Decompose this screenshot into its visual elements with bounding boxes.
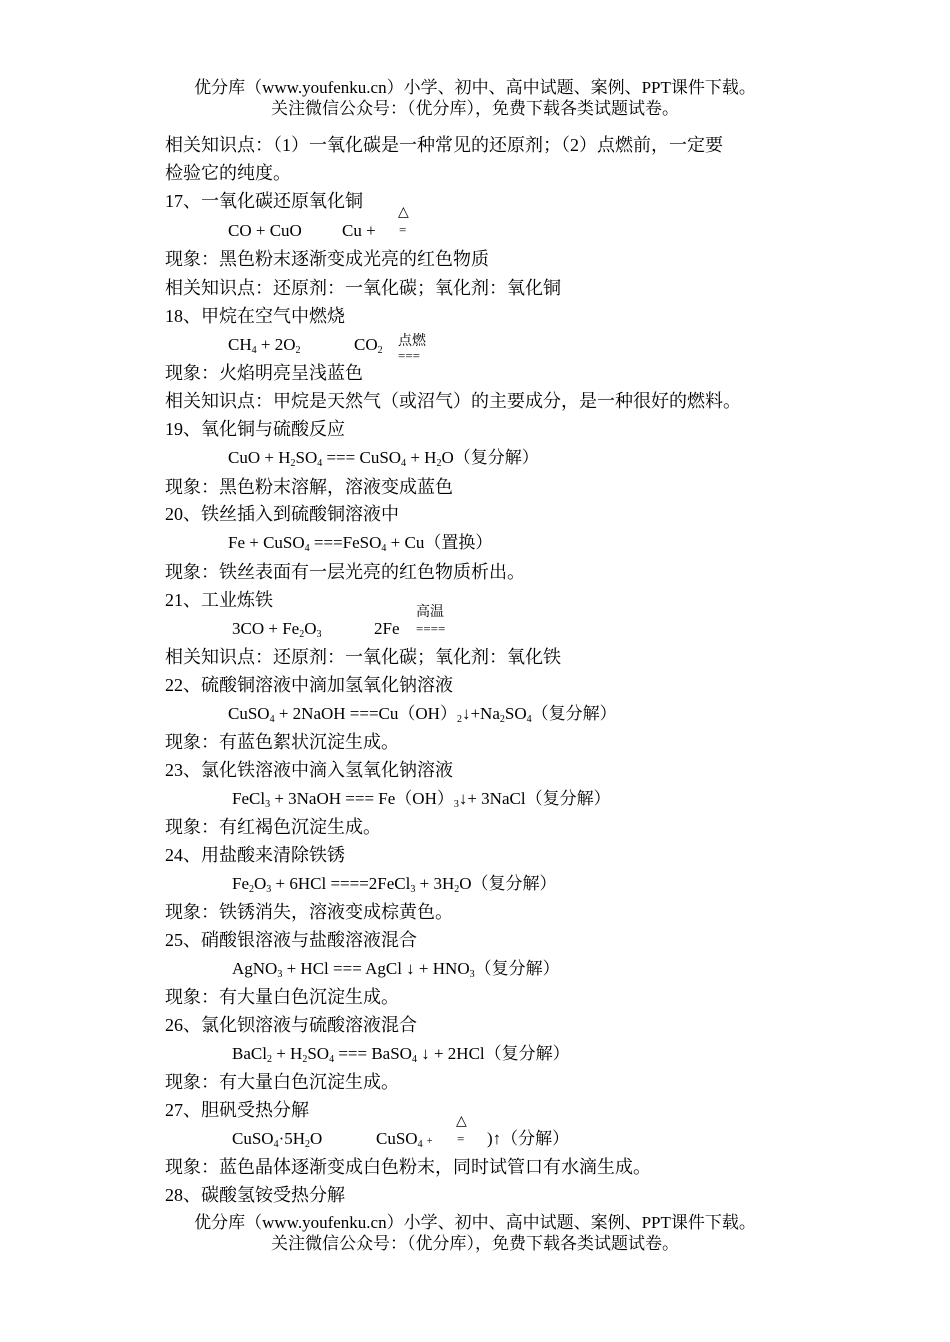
item-25-equation: AgNO$_3$ + HCl === AgCl ↓ + $HNO_3$（复分解） — [232, 959, 560, 980]
item-19-title: 19、氧化铜与硫酸反应 — [165, 419, 345, 439]
item-26-phenomenon: 现象：有大量白色沉淀生成。 — [165, 1072, 399, 1092]
item-22-equation: CuSO$_4$ + 2NaOH $===Cu(OH)_2↓+Na_2SO_4$（复分解） — [228, 704, 617, 725]
item-25-title: 25、硝酸银溶液与盐酸溶液混合 — [165, 930, 417, 950]
item-20-phenomenon: 现象：铁丝表面有一层光亮的红色物质析出。 — [165, 562, 525, 582]
item-28-title: 28、碳酸氢铵受热分解 — [165, 1185, 345, 1205]
header-line-2: 关注微信公众号：（优分库），免费下载各类试题试卷。 — [271, 99, 679, 118]
item-21-condition: 高温 — [416, 605, 444, 620]
item-18-knowledge: 相关知识点：甲烷是天然气（或沼气）的主要成分，是一种很好的燃料。 — [165, 391, 741, 411]
item-23-equation: FeCl$_3$ + 3NaOH === $Fe(OH)_3↓+$ 3NaCl（复分解） — [232, 789, 611, 810]
item-21-eq-right: 2Fe — [374, 619, 400, 638]
item-22-phenomenon: 现象：有蓝色絮状沉淀生成。 — [165, 732, 399, 752]
item-18-phenomenon: 现象：火焰明亮呈浅蓝色 — [165, 363, 363, 383]
item-27-title: 27、胆矾受热分解 — [165, 1100, 309, 1120]
item-19-equation: CuO + $H_2SO_4$ === CuSO$_4$ + $H_2O$（复分解） — [228, 448, 539, 469]
footer-line-2: 关注微信公众号：（优分库），免费下载各类试题试卷。 — [271, 1234, 679, 1253]
item-20-title: 20、铁丝插入到硫酸铜溶液中 — [165, 504, 399, 524]
item-27-condition: △ — [456, 1114, 467, 1129]
item-21-equals-bar: ==== — [416, 621, 446, 636]
item-17-eq-right: Cu + — [342, 221, 376, 240]
item-21-title: 21、工业炼铁 — [165, 590, 273, 610]
footer-line-1: 优分库（www.youfenku.cn）小学、初中、高中试题、案例、PPT课件下载。 — [194, 1213, 756, 1232]
item-27-eq-left: $CuSO_4\cdot 5H_2O$ — [232, 1129, 323, 1150]
item-17-knowledge: 相关知识点：还原剂：一氧化碳；氧化剂：氧化铜 — [165, 278, 561, 298]
item-17-phenomenon: 现象：黑色粉末逐渐变成光亮的红色物质 — [165, 249, 489, 269]
item-18-eq-right: $CO_2$ — [354, 335, 383, 356]
item-25-phenomenon: 现象：有大量白色沉淀生成。 — [165, 987, 399, 1007]
item-18-eq-left: $CH_4 + 2O_2$ — [228, 335, 301, 356]
header-line-1: 优分库（www.youfenku.cn）小学、初中、高中试题、案例、PPT课件下载。 — [194, 78, 756, 97]
item-24-phenomenon: 现象：铁锈消失，溶液变成棕黄色。 — [165, 902, 453, 922]
item-27-phenomenon: 现象：蓝色晶体逐渐变成白色粉末，同时试管口有水滴生成。 — [165, 1157, 651, 1177]
item-23-title: 23、氯化铁溶液中滴入氢氧化钠溶液 — [165, 760, 453, 780]
item-27-eq-right: CuSO$_4$ + — [376, 1129, 433, 1150]
item-21-eq-left: $3CO + Fe_2O_3$ — [232, 619, 322, 640]
item-26-title: 26、氯化钡溶液与硫酸溶液混合 — [165, 1015, 417, 1035]
item-21-knowledge: 相关知识点：还原剂：一氧化碳；氧化剂：氧化铁 — [165, 647, 561, 667]
item-17-title: 17、一氧化碳还原氧化铜 — [165, 191, 363, 211]
item-24-equation: $Fe_2O_3 + 6HCl$ ====2FeCl$_3$ + $3H_2O$（复分解） — [232, 874, 557, 895]
item-18-title: 18、甲烷在空气中燃烧 — [165, 306, 345, 326]
item-23-phenomenon: 现象：有红褐色沉淀生成。 — [165, 817, 381, 837]
item-22-title: 22、硫酸铜溶液中滴加氢氧化钠溶液 — [165, 675, 453, 695]
intro-line-2: 检验它的纯度。 — [165, 163, 291, 183]
item-18-condition: 点燃 — [398, 334, 426, 349]
item-27-eq-end: )↑（分解） — [487, 1129, 570, 1148]
item-26-equation: BaCl$_2$ + $H_2SO_4$ === BaSO$_4$ ↓ + 2HCl（复分解） — [232, 1044, 570, 1065]
item-20-equation: Fe + CuSO$_4$ ===FeSO$_4$ + Cu（置换） — [228, 533, 493, 554]
item-17-equals-bar: = — [399, 222, 407, 237]
item-24-title: 24、用盐酸来清除铁锈 — [165, 845, 345, 865]
item-17-condition: △ — [398, 205, 409, 220]
intro-line-1: 相关知识点：（1）一氧化碳是一种常见的还原剂；（2）点燃前，一定要 — [165, 135, 723, 155]
item-17-eq-left: CO + CuO — [228, 221, 302, 240]
item-27-equals-bar: = — [457, 1131, 465, 1146]
item-19-phenomenon: 现象：黑色粉末溶解，溶液变成蓝色 — [165, 477, 453, 497]
item-18-equals-bar: === — [398, 348, 420, 363]
